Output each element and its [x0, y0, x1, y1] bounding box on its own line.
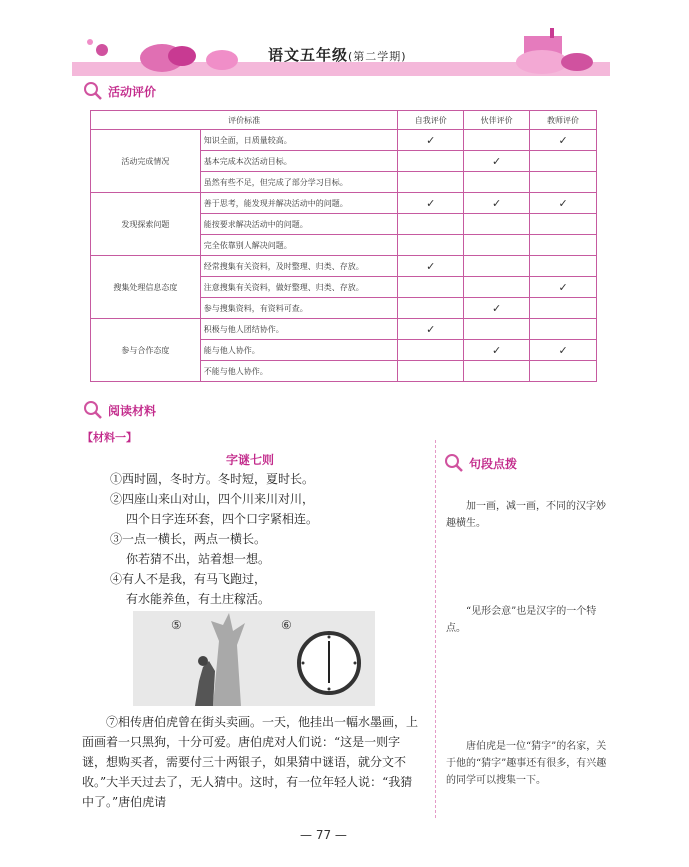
table-row	[91, 130, 597, 151]
section-heading-read: 阅读材料	[82, 399, 156, 421]
self-eval-cell	[398, 277, 464, 298]
page-title: 语文五年级(第二学期)	[268, 46, 407, 64]
page-header	[72, 22, 610, 80]
peer-eval-cell	[464, 319, 530, 340]
riddle-line: 四个日字连环套，四个口字紧相连。	[126, 512, 319, 526]
category-cell: 参与合作态度	[91, 319, 201, 382]
criterion-cell: 能按要求解决活动中的问题。	[200, 214, 398, 235]
self-eval-cell	[398, 172, 464, 193]
header-criteria: 评价标准	[91, 111, 398, 130]
table-row	[91, 193, 597, 214]
riddle-photo-illustration	[133, 611, 375, 706]
self-eval-cell	[398, 298, 464, 319]
riddle-line: ③一点一横长，两点一横长。	[110, 532, 267, 546]
teacher-eval-cell	[530, 256, 597, 277]
table-row	[91, 319, 597, 340]
self-eval-cell	[398, 214, 464, 235]
peer-eval-cell	[464, 361, 530, 382]
peer-eval-cell: ✓	[464, 151, 530, 172]
section-heading-eval: 活动评价	[82, 80, 156, 102]
riddle-title: 字谜七则	[226, 453, 275, 467]
criterion-cell: 不能与他人协作。	[200, 361, 398, 382]
riddle-line: ②四座山来山对山，四个川来川对川，	[110, 492, 315, 506]
column-divider	[435, 440, 437, 818]
magnifier-icon	[82, 80, 104, 102]
evaluation-table	[90, 110, 597, 382]
self-eval-cell: ✓	[398, 256, 464, 277]
self-eval-cell	[398, 361, 464, 382]
magnifier-icon	[443, 452, 465, 474]
sidebar-note: 唐伯虎是一位“猜字”的名家，关于他的“猜字”趣事还有很多，有兴趣的同学可以搜集一下。	[446, 741, 607, 786]
table-row	[91, 256, 597, 277]
teacher-eval-cell	[530, 235, 597, 256]
peer-eval-cell	[464, 130, 530, 151]
riddle-line: ①西时圆，冬时方。冬时短，夏时长。	[110, 472, 315, 486]
teacher-eval-cell: ✓	[530, 130, 597, 151]
peer-eval-cell	[464, 214, 530, 235]
riddle-line: ④有人不是我，有马飞跑过，	[110, 572, 267, 586]
material-label: 【材料一】	[82, 431, 137, 444]
category-cell: 搜集处理信息态度	[91, 256, 201, 319]
peer-eval-cell: ✓	[464, 298, 530, 319]
riddle-line: 你若猜不出，站着想一想。	[126, 552, 271, 566]
self-eval-cell: ✓	[398, 130, 464, 151]
criterion-cell: 基本完成本次活动目标。	[200, 151, 398, 172]
self-eval-cell: ✓	[398, 193, 464, 214]
peer-eval-cell: ✓	[464, 193, 530, 214]
criterion-cell: 虽然有些不足，但完成了部分学习目标。	[200, 172, 398, 193]
peer-eval-cell	[464, 235, 530, 256]
teacher-eval-cell	[530, 361, 597, 382]
criterion-cell: 参与搜集资料，有资料可查。	[200, 298, 398, 319]
category-cell: 发现探索问题	[91, 193, 201, 256]
teacher-eval-cell: ✓	[530, 340, 597, 361]
self-eval-cell	[398, 340, 464, 361]
sidebar-heading: 句段点拨	[443, 452, 517, 474]
sidebar-note: 加一画，减一画，不同的汉字妙趣横生。	[446, 501, 606, 529]
criterion-cell: 积极与他人团结协作。	[200, 319, 398, 340]
self-eval-cell: ✓	[398, 319, 464, 340]
teacher-eval-cell	[530, 172, 597, 193]
category-cell: 活动完成情况	[91, 130, 201, 193]
criterion-cell: 完全依靠别人解决问题。	[200, 235, 398, 256]
teacher-eval-cell: ✓	[530, 193, 597, 214]
page-number: — 77 —	[300, 828, 347, 842]
sidebar-note: “见形会意”也是汉字的一个特点。	[446, 606, 597, 634]
criterion-cell: 注意搜集有关资料，做好整理、归类、存放。	[200, 277, 398, 298]
teacher-eval-cell	[530, 319, 597, 340]
peer-eval-cell	[464, 256, 530, 277]
self-eval-cell	[398, 151, 464, 172]
riddle-line: 有水能养鱼，有土庄稼活。	[126, 592, 271, 606]
photo-label-6: ⑥	[281, 618, 292, 632]
criterion-cell: 知识全面，日质量较高。	[200, 130, 398, 151]
riddle-photos	[133, 611, 375, 706]
teacher-eval-cell	[530, 298, 597, 319]
teacher-eval-cell	[530, 214, 597, 235]
peer-eval-cell	[464, 172, 530, 193]
magnifier-icon	[82, 399, 104, 421]
peer-eval-cell	[464, 277, 530, 298]
story-paragraph: ⑦相传唐伯虎曾在街头卖画。一天，他挂出一幅水墨画，上面画着一只黑狗，十分可爱。唐伯虎对人们说：“这是一则字谜，想购买者，需要付三十两银子，如果猜中谜语，就分文不收。”大半天过去了，无人猜中。这时，有一位年轻人说：“我猜中了。”唐伯虎请	[82, 715, 419, 809]
criterion-cell: 能与他人协作。	[200, 340, 398, 361]
photo-label-5: ⑤	[171, 618, 182, 632]
teacher-eval-cell: ✓	[530, 277, 597, 298]
criterion-cell: 善于思考，能发现并解决活动中的问题。	[200, 193, 398, 214]
self-eval-cell	[398, 235, 464, 256]
peer-eval-cell: ✓	[464, 340, 530, 361]
header-self: 自我评价	[398, 111, 464, 130]
header-teacher: 教师评价	[530, 111, 597, 130]
header-peer: 伙伴评价	[464, 111, 530, 130]
criterion-cell: 经常搜集有关资料，及时整理、归类、存放。	[200, 256, 398, 277]
teacher-eval-cell	[530, 151, 597, 172]
